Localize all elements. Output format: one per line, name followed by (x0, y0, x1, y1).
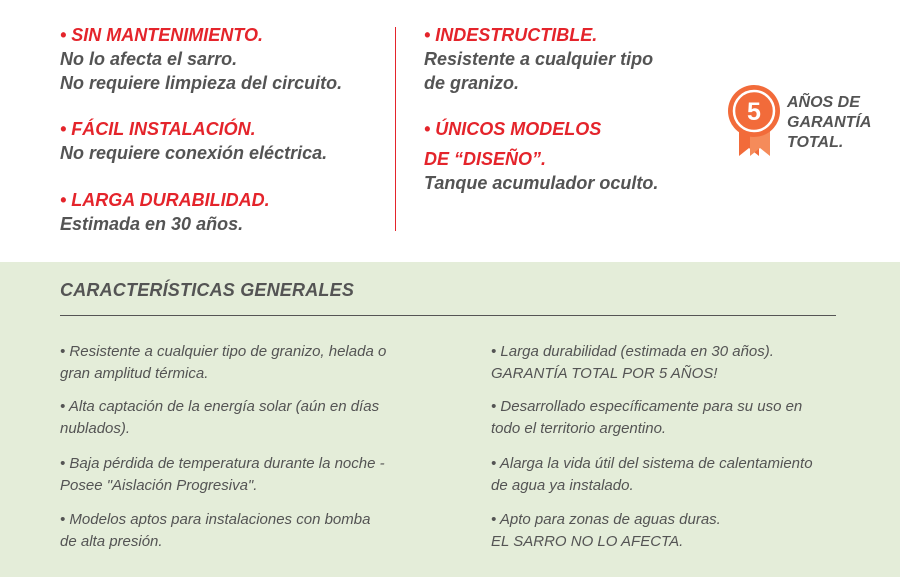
features-section (0, 0, 900, 262)
item-line: • Modelos aptos para instalaciones con bomba (60, 511, 371, 528)
item-line: Posee "Aislación Progresiva". (60, 477, 258, 494)
feature-title: • FÁCIL INSTALACIÓN. (60, 119, 256, 139)
characteristic-item (60, 341, 386, 385)
warranty-line: TOTAL. (787, 134, 844, 151)
feature-line: Resistente a cualquier tipo (424, 49, 654, 69)
item-line: • Alta captación de la energía solar (aún en días (60, 398, 380, 415)
feature-title: • SIN MANTENIMIENTO. (60, 25, 263, 45)
feature-title: • INDESTRUCTIBLE. (424, 25, 598, 45)
feature-facil-instalacion (60, 117, 327, 165)
feature-unicos-modelos (424, 117, 658, 195)
item-line: de alta presión. (60, 533, 163, 550)
item-line: • Larga durabilidad (estimada en 30 años). (491, 343, 774, 360)
characteristic-item (491, 341, 774, 385)
feature-title: • ÚNICOS MODELOS (424, 119, 602, 139)
section-divider (60, 315, 836, 316)
warranty-text (787, 93, 871, 153)
warranty-badge-icon (726, 84, 782, 158)
characteristic-item (491, 396, 802, 440)
warranty-line: AÑOS DE (787, 94, 860, 111)
item-line: EL SARRO NO LO AFECTA. (491, 533, 684, 550)
characteristic-item (491, 509, 721, 553)
feature-line: Tanque acumulador oculto. (424, 173, 659, 193)
item-line: • Baja pérdida de temperatura durante la noche - (60, 455, 385, 472)
feature-indestructible (424, 23, 653, 95)
column-divider (395, 27, 396, 231)
characteristic-item (60, 453, 385, 497)
item-line: gran amplitud térmica. (60, 365, 209, 382)
item-line: • Apto para zonas de aguas duras. (491, 511, 721, 528)
feature-sin-mantenimiento (60, 23, 342, 95)
characteristic-item (60, 509, 370, 553)
item-line: • Desarrollado específicamente para su uso en (491, 398, 803, 415)
item-line: • Alarga la vida útil del sistema de calentamiento (491, 455, 813, 472)
feature-line: No lo afecta el sarro. (60, 49, 238, 69)
warranty-number: 5 (747, 98, 761, 126)
item-line: • Resistente a cualquier tipo de granizo, helada o (60, 343, 387, 360)
item-line: de agua ya instalado. (491, 477, 634, 494)
item-line: nublados). (60, 420, 131, 437)
item-line: todo el territorio argentino. (491, 420, 667, 437)
item-line: GARANTÍA TOTAL POR 5 AÑOS! (491, 365, 718, 382)
feature-larga-durabilidad (60, 188, 270, 236)
characteristic-item (491, 453, 813, 497)
feature-line: Estimada en 30 años. (60, 214, 244, 234)
feature-title: • LARGA DURABILIDAD. (60, 190, 270, 210)
characteristic-item (60, 396, 379, 440)
general-characteristics-panel (0, 262, 900, 577)
feature-line: No requiere conexión eléctrica. (60, 143, 328, 163)
section-title: CARACTERÍSTICAS GENERALES (60, 280, 355, 300)
feature-title-line2: DE “DISEÑO”. (424, 149, 547, 169)
warranty-line: GARANTÍA (787, 114, 872, 131)
feature-line: No requiere limpieza del circuito. (60, 73, 343, 93)
feature-line: de granizo. (424, 73, 520, 93)
